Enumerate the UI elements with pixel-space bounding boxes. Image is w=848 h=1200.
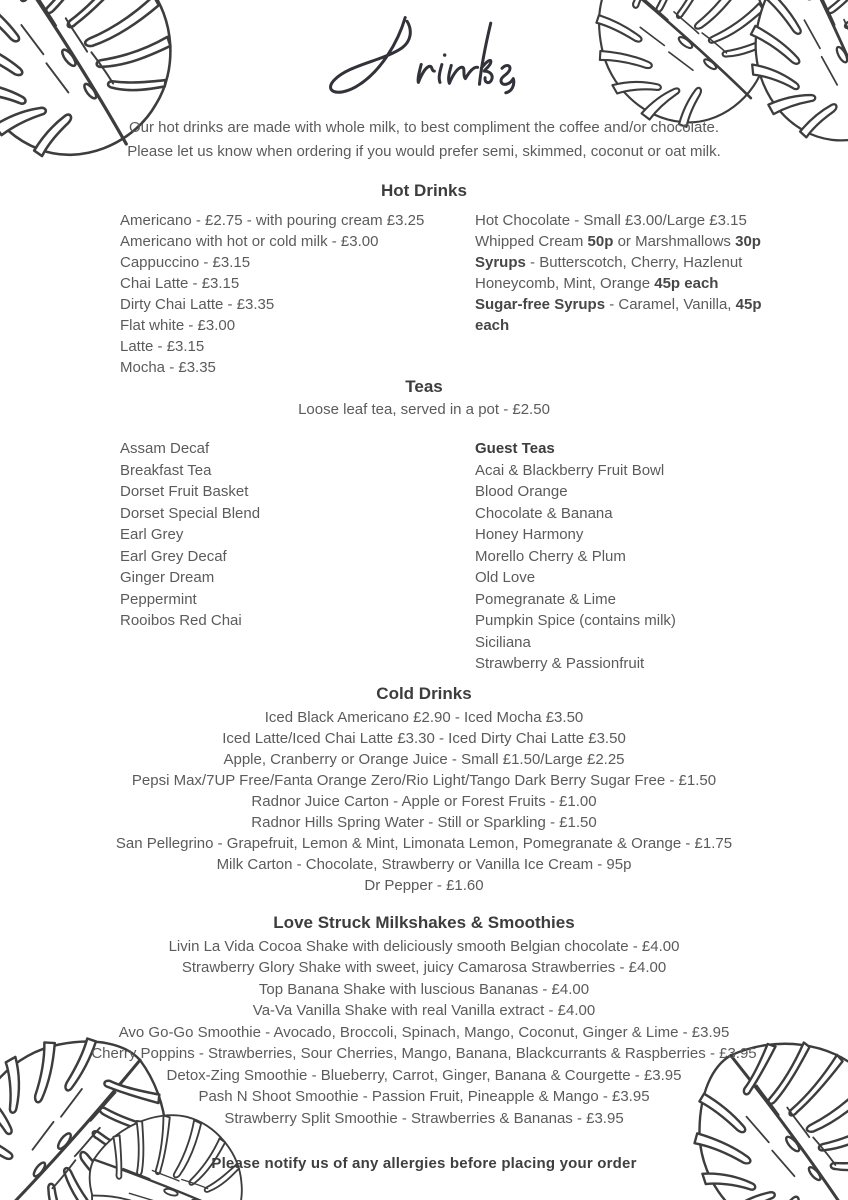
tea-item: Peppermint	[120, 590, 197, 608]
hot-drinks-section	[0, 210, 848, 378]
milkshakes-list	[0, 936, 848, 1130]
milkshake-item: Top Banana Shake with luscious Bananas - £4.00	[258, 980, 590, 998]
cold-drink-item: Pepsi Max/7UP Free/Fanta Orange Zero/Rio Light/Tango Dark Berry Sugar Free - £1.50	[131, 771, 717, 789]
hot-drink-item: Americano with hot or cold milk - £3.00	[120, 233, 379, 250]
hot-drink-item: Mocha - £3.35	[120, 359, 216, 376]
tea-item: Morello Cherry & Plum	[475, 547, 626, 565]
tea-item: Chocolate & Banana	[475, 504, 613, 522]
cold-drink-item: Iced Black Americano £2.90 - Iced Mocha £3.50	[264, 708, 584, 726]
house-teas-column	[120, 438, 475, 675]
hot-drink-item	[475, 273, 848, 294]
menu-line-bold-segment: 50p	[587, 233, 614, 250]
hot-drink-item: Chai Latte - £3.15	[120, 275, 240, 292]
guest-teas-column	[475, 438, 848, 675]
menu-line-segment: - Caramel, Vanilla,	[605, 296, 736, 313]
tea-item: Pomegranate & Lime	[475, 590, 616, 608]
tea-item: Dorset Fruit Basket	[120, 483, 249, 500]
menu-line-segment: - Butterscotch, Cherry, Hazlenut	[525, 254, 743, 271]
hot-drink-item: Cappuccino - £3.15	[120, 254, 251, 271]
tea-item: Rooibos Red Chai	[120, 612, 242, 629]
hot-drink-item: Americano - £2.75 - with pouring cream £3.25	[120, 212, 425, 229]
menu-line-bold-segment: 45p each	[654, 275, 719, 292]
menu-line-bold-segment: Syrups	[475, 254, 526, 271]
cold-drink-item: Apple, Cranberry or Orange Juice - Small £1.50/Large £2.25	[223, 750, 625, 768]
menu-line-bold-segment: Sugar-free Syrups	[475, 296, 606, 313]
tea-item: Earl Grey Decaf	[120, 547, 227, 565]
tea-item: Assam Decaf	[120, 440, 210, 457]
cold-drinks-list	[0, 707, 848, 896]
hot-drink-item	[475, 210, 848, 231]
milkshake-item: Va-Va Vanilla Shake with real Vanilla extract - £4.00	[252, 1002, 596, 1019]
cold-drink-item: Milk Carton - Chocolate, Strawberry or Vanilla Ice Cream - 95p	[216, 855, 632, 873]
hot-drinks-heading: Hot Drinks	[381, 181, 467, 200]
cold-drink-item: Iced Latte/Iced Chai Latte £3.30 - Iced Dirty Chai Latte £3.50	[222, 729, 626, 747]
tea-item: Acai & Blackberry Fruit Bowl	[475, 461, 665, 479]
milkshake-item: Avo Go-Go Smoothie - Avocado, Broccoli, Spinach, Mango, Coconut, Ginger & Lime - £3.95	[118, 1023, 730, 1041]
milkshake-item: Pash N Shoot Smoothie - Passion Fruit, Pineapple & Mango - £3.95	[198, 1088, 650, 1105]
drinks-script-lettering	[309, 10, 539, 104]
tea-item: Breakfast Tea	[120, 461, 212, 479]
intro-line-1: Our hot drinks are made with whole milk, to best compliment the coffee and/or chocolate.	[128, 119, 720, 136]
tea-item: Old Love	[475, 569, 536, 586]
tea-item: Honey Harmony	[475, 526, 584, 543]
cold-drink-item: Radnor Hills Spring Water - Still or Sparkling - £1.50	[251, 813, 597, 831]
cold-drink-item: Radnor Juice Carton - Apple or Forest Fruits - £1.00	[251, 792, 597, 810]
menu-line-segment: or Marshmallows	[613, 233, 736, 250]
guest-teas-list	[475, 460, 848, 675]
hot-drink-item: Latte - £3.15	[120, 338, 205, 355]
menu-line-bold-segment: each	[475, 317, 510, 334]
tea-item: Blood Orange	[475, 483, 568, 500]
hot-drink-item: Flat white - £3.00	[120, 317, 236, 334]
hot-drink-item	[475, 252, 848, 273]
milkshake-item: Livin La Vida Cocoa Shake with deliciously smooth Belgian chocolate - £4.00	[168, 937, 680, 955]
cold-drink-item: San Pellegrino - Grapefruit, Lemon & Mint, Limonata Lemon, Pomegranate & Orange - £1.75	[115, 834, 733, 852]
tea-item: Dorset Special Blend	[120, 504, 261, 522]
teas-subtitle: Loose leaf tea, served in a pot - £2.50	[298, 401, 550, 418]
milkshake-item: Strawberry Split Smoothie - Strawberries & Bananas - £3.95	[224, 1109, 624, 1127]
tea-item: Ginger Dream	[120, 569, 215, 586]
milkshakes-heading: Love Struck Milkshakes & Smoothies	[273, 912, 575, 932]
cold-drinks-heading: Cold Drinks	[376, 683, 472, 703]
page-title	[0, 0, 848, 104]
cold-drink-item: Dr Pepper - £1.60	[364, 876, 484, 894]
hot-drink-item	[475, 315, 848, 336]
hot-drink-item	[475, 294, 848, 315]
menu-line-bold-segment: 30p	[735, 233, 761, 250]
teas-heading: Teas	[405, 377, 443, 396]
hot-drink-item	[475, 231, 848, 252]
milkshake-item: Cherry Poppins - Strawberries, Sour Cherries, Mango, Banana, Blackcurrants & Raspberries - £3.95	[91, 1045, 757, 1062]
teas-section	[0, 438, 848, 675]
hot-drinks-left-column	[120, 210, 475, 378]
tea-item: Strawberry & Passionfruit	[475, 655, 645, 672]
allergy-notice: Please notify us of any allergies before placing your order	[211, 1155, 637, 1172]
intro-line-2: Please let us know when ordering if you would prefer semi, skimmed, coconut or oat milk.	[127, 143, 721, 160]
menu-line-segment: Hot Chocolate - Small £3.00/Large £3.15	[475, 212, 747, 229]
menu-line-bold-segment: 45p	[735, 296, 762, 313]
tea-item: Pumpkin Spice (contains milk)	[475, 612, 676, 629]
tea-item: Earl Grey	[120, 526, 184, 543]
hot-drink-item: Dirty Chai Latte - £3.35	[120, 296, 275, 313]
guest-teas-heading: Guest Teas	[475, 440, 555, 457]
tea-item: Siciliana	[475, 633, 531, 651]
menu-line-segment: Whipped Cream	[475, 233, 588, 250]
hot-drinks-right-column	[475, 210, 848, 378]
menu-line-segment: Honeycomb, Mint, Orange	[475, 275, 655, 292]
milkshake-item: Strawberry Glory Shake with sweet, juicy Camarosa Strawberries - £4.00	[181, 959, 667, 976]
intro-text	[0, 116, 848, 164]
milkshake-item: Detox-Zing Smoothie - Blueberry, Carrot, Ginger, Banana & Courgette - £3.95	[166, 1066, 682, 1084]
